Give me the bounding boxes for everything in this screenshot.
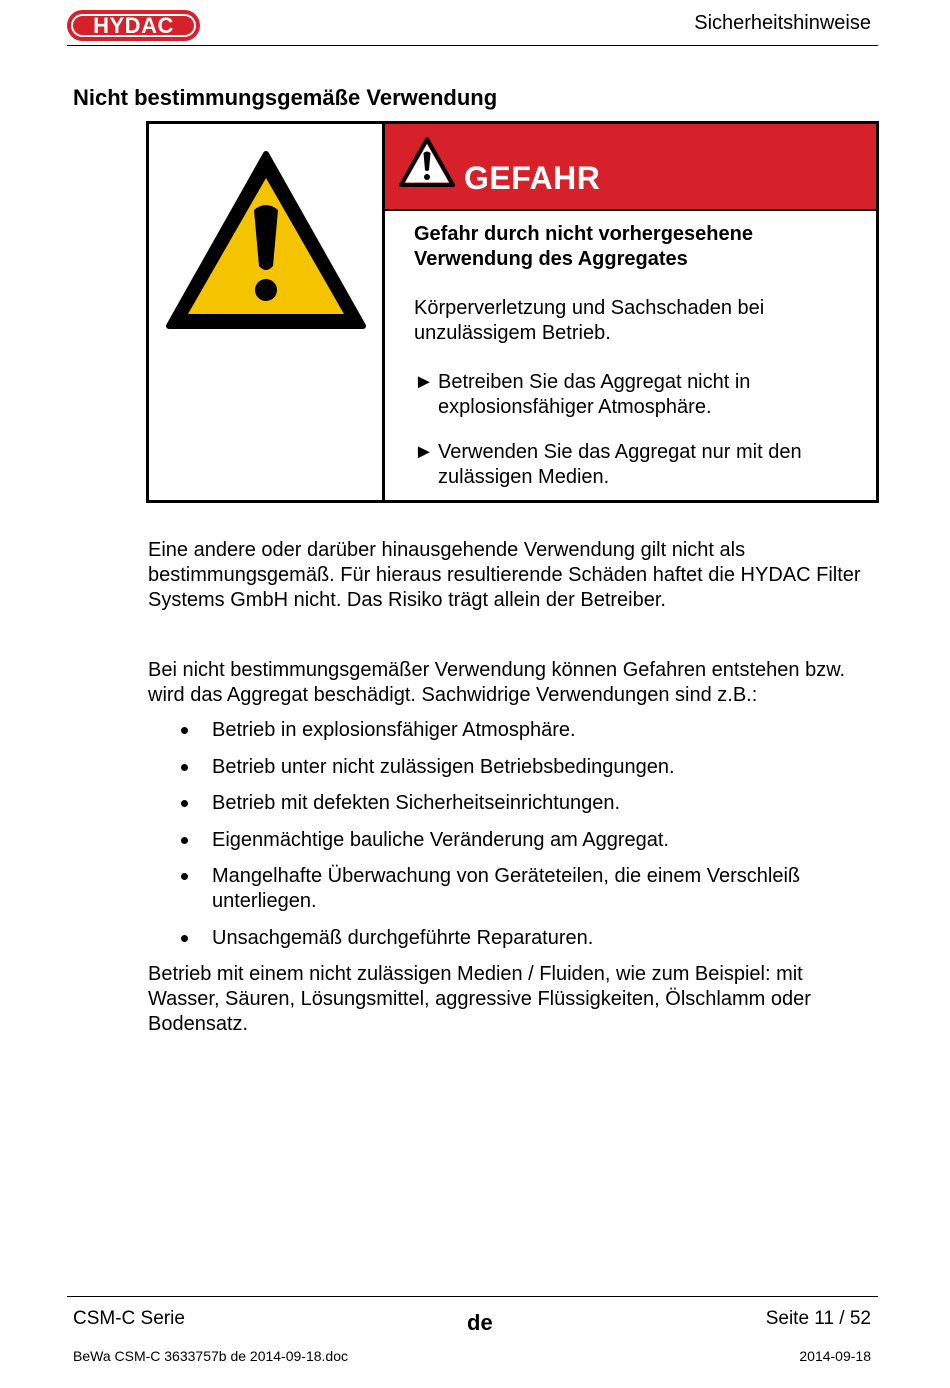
list-item — [148, 755, 868, 780]
document-date: 2014-09-18 — [799, 1348, 871, 1364]
list-item-text: Eigenmächtige bauliche Veränderung am Aggregat. — [212, 828, 669, 851]
language-code: de — [467, 1310, 493, 1335]
document-id: BeWa CSM-C 3633757b de 2014-09-18.doc — [73, 1348, 348, 1364]
bullet-icon — [181, 837, 188, 844]
page-number: Seite 11 / 52 — [765, 1308, 871, 1329]
hazard-consequence: Körperverletzung und Sachschaden bei unzulässigem Betrieb. — [414, 297, 765, 344]
avoidance-step — [414, 440, 856, 490]
list-item-text: Betrieb mit defekten Sicherheitseinrichtungen. — [212, 792, 621, 814]
list-item-text: Unsachgemäß durchgeführte Reparaturen. — [212, 926, 594, 949]
step-arrow-icon: ► — [414, 371, 434, 393]
warning-triangle-icon — [165, 150, 367, 330]
logo-text: HYDAC — [93, 12, 174, 38]
product-series: CSM-C Serie — [73, 1308, 185, 1329]
warning-content — [414, 222, 856, 490]
media-paragraph: Betrieb mit einem nicht zulässigen Medien / Fluiden, wie zum Beispiel: mit Wasser, Säuren, Lösungsmittel, aggressive Flüssigkeiten, Ölschlamm oder Bodensatz. — [148, 963, 811, 1035]
warning-triangle-outline-icon — [398, 136, 456, 188]
avoidance-step — [414, 370, 856, 420]
logo-frame — [71, 14, 196, 37]
footer-divider — [67, 1296, 878, 1297]
list-item-text: Betrieb unter nicht zulässigen Betriebsbedingungen. — [212, 755, 675, 778]
bullet-icon — [181, 800, 188, 807]
step-text: Betreiben Sie das Aggregat nicht in explosionsfähiger Atmosphäre. — [438, 371, 751, 418]
step-text: Verwenden Sie das Aggregat nur mit den zulässigen Medien. — [438, 441, 802, 488]
signal-word: GEFAHR — [464, 160, 601, 196]
bullet-icon — [181, 727, 188, 734]
list-item — [148, 791, 868, 816]
hydac-logo — [67, 10, 200, 41]
list-item-text: Mangelhafte Überwachung von Geräteteilen, die einem Verschleiß unterliegen. — [212, 865, 801, 912]
list-item — [148, 864, 868, 914]
list-item — [148, 718, 868, 743]
bullet-icon — [181, 935, 188, 942]
section-title: Sicherheitshinweise — [694, 12, 871, 34]
warning-symbol-panel — [149, 124, 385, 500]
danger-warning-box — [146, 121, 879, 503]
signal-word-panel — [385, 124, 876, 211]
list-item — [148, 828, 868, 853]
liability-paragraph: Eine andere oder darüber hinausgehende Verwendung gilt nicht als bestimmungsgemäß. Für hieraus resultierende Schäden haftet die HYDAC Filter Systems GmbH nicht. Das Risiko trägt allein der Betreiber. — [148, 539, 861, 611]
bullet-icon — [181, 764, 188, 771]
header-divider — [67, 45, 878, 46]
page-title: Nicht bestimmungsgemäße Verwendung — [73, 85, 498, 110]
hazard-title: Gefahr durch nicht vorhergesehene Verwendung des Aggregates — [414, 223, 753, 270]
bullet-icon — [181, 873, 188, 880]
misuse-list — [148, 718, 868, 962]
step-arrow-icon: ► — [414, 441, 434, 463]
list-item-text: Betrieb in explosionsfähiger Atmosphäre. — [212, 719, 576, 741]
misuse-intro-paragraph: Bei nicht bestimmungsgemäßer Verwendung können Gefahren entstehen bzw. wird das Aggregat beschädigt. Sachwidrige Verwendungen sind z.B.: — [148, 659, 846, 706]
list-item — [148, 926, 868, 951]
